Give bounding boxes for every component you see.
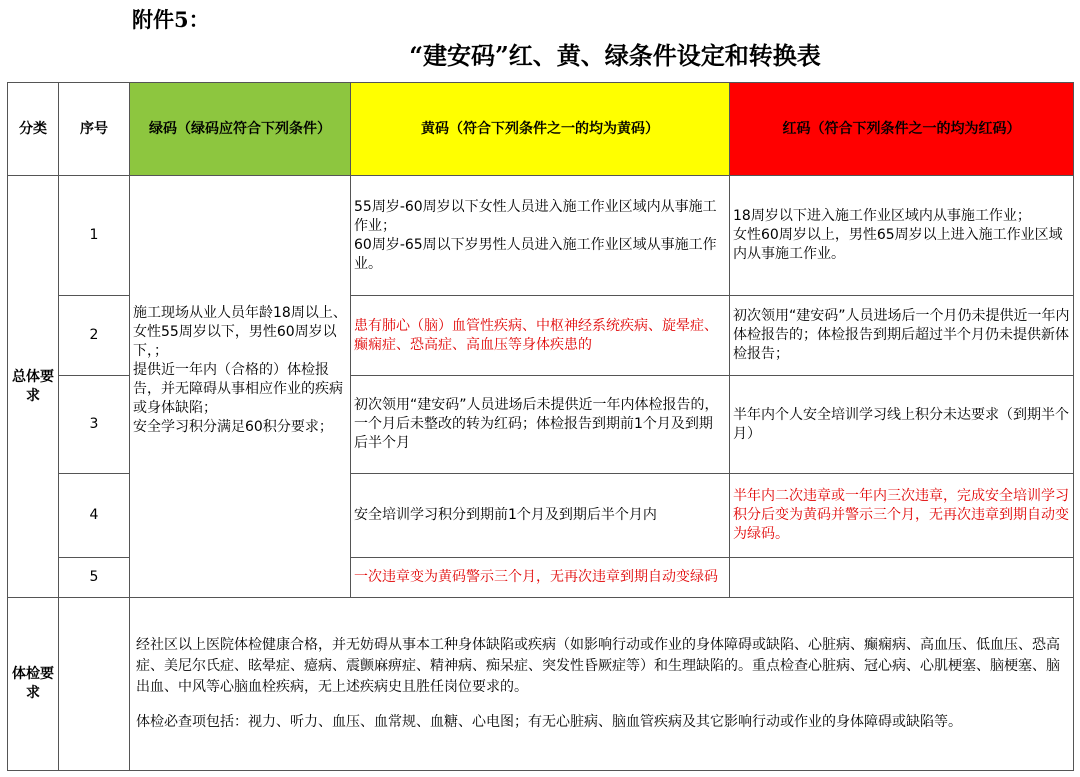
red-condition: 半年内二次违章或一年内三次违章，完成安全培训学习积分后变为黄码并警示三个月，无再次违章到期自动变为绿码。 [730,474,1074,558]
exam-paragraph: 体检必查项包括：视力、听力、血压、血常规、血糖、心电图；有无心脏病、脑血管疾病及其它影响行动或作业的身体障碍或缺陷等。 [136,714,962,730]
row-seq: 5 [59,558,130,598]
header-category: 分类 [8,83,59,176]
yellow-condition: 安全培训学习积分到期前1个月及到期后半个月内 [351,474,730,558]
header-yellow-code: 黄码（符合下列条件之一的均为黄码） [351,83,730,176]
exam-seq [59,598,130,771]
red-condition: 18周岁以下进入施工作业区域内从事施工作业； 女性60周岁以上，男性65周岁以上进入施工作业区域内从事施工作业。 [730,176,1074,296]
header-seq: 序号 [59,83,130,176]
row-seq: 4 [59,474,130,558]
header-row [8,83,1074,176]
table-row [8,176,1074,296]
exam-requirements [130,598,1074,771]
category-general: 总体要求 [8,176,59,598]
green-line: 提供近一年内（合格的）体检报告，并无障碍从事相应作业的疾病或身体缺陷； [133,362,343,416]
row-seq: 1 [59,176,130,296]
green-line: 安全学习积分满足60积分要求； [133,419,333,435]
row-seq: 2 [59,296,130,376]
annex-label: 附件5： [132,7,210,32]
header-red-code: 红码（符合下列条件之一的均为红码） [730,83,1074,176]
yellow-condition: 55周岁-60周岁以下女性人员进入施工作业区域内从事施工作业； 60周岁-65周以下岁男性人员进入施工作业区域从事施工作业。 [351,176,730,296]
yellow-condition: 患有肺心（脑）血管性疾病、中枢神经系统疾病、旋晕症、癫痫症、恐高症、高血压等身体疾患的 [351,296,730,376]
exam-paragraph: 经社区以上医院体检健康合格，并无妨碍从事本工种身体缺陷或疾病（如影响行动或作业的身体障碍或缺陷、心脏病、癫痫病、高血压、低血压、恐高症、美尼尔氏症、眩晕症、癔病、震颤麻痹症、精神病、痴呆症、突发性昏厥症等）和生理缺陷的。重点检查心脏病、冠心病、心肌梗塞、脑梗塞、脑出血、中风等心脑血栓疾病，无上述疾病史且胜任岗位要求的。 [136,637,1060,695]
red-condition: 初次领用“建安码”人员进场后一个月仍未提供近一年内体检报告的；体检报告到期后超过半个月仍未提供新体检报告； [730,296,1074,376]
header-green-code: 绿码（绿码应符合下列条件） [130,83,351,176]
red-condition: 半年内个人安全培训学习线上积分未达要求（到期半个月） [730,376,1074,474]
green-conditions [130,176,351,598]
table-row [8,598,1074,771]
category-exam: 体检要求 [8,598,59,771]
yellow-condition: 初次领用“建安码”人员进场后未提供近一年内体检报告的，一个月后未整改的转为红码；体检报告到期前1个月及到期后半个月 [351,376,730,474]
green-line: 施工现场从业人员年龄18周以上、女性55周岁以下，男性60周岁以下，； [133,305,347,359]
row-seq: 3 [59,376,130,474]
document-title: “建安码”红、黄、绿条件设定和转换表 [409,41,821,70]
red-condition [730,558,1074,598]
yellow-condition: 一次违章变为黄码警示三个月，无再次违章到期自动变绿码 [351,558,730,598]
conditions-table [7,82,1074,771]
